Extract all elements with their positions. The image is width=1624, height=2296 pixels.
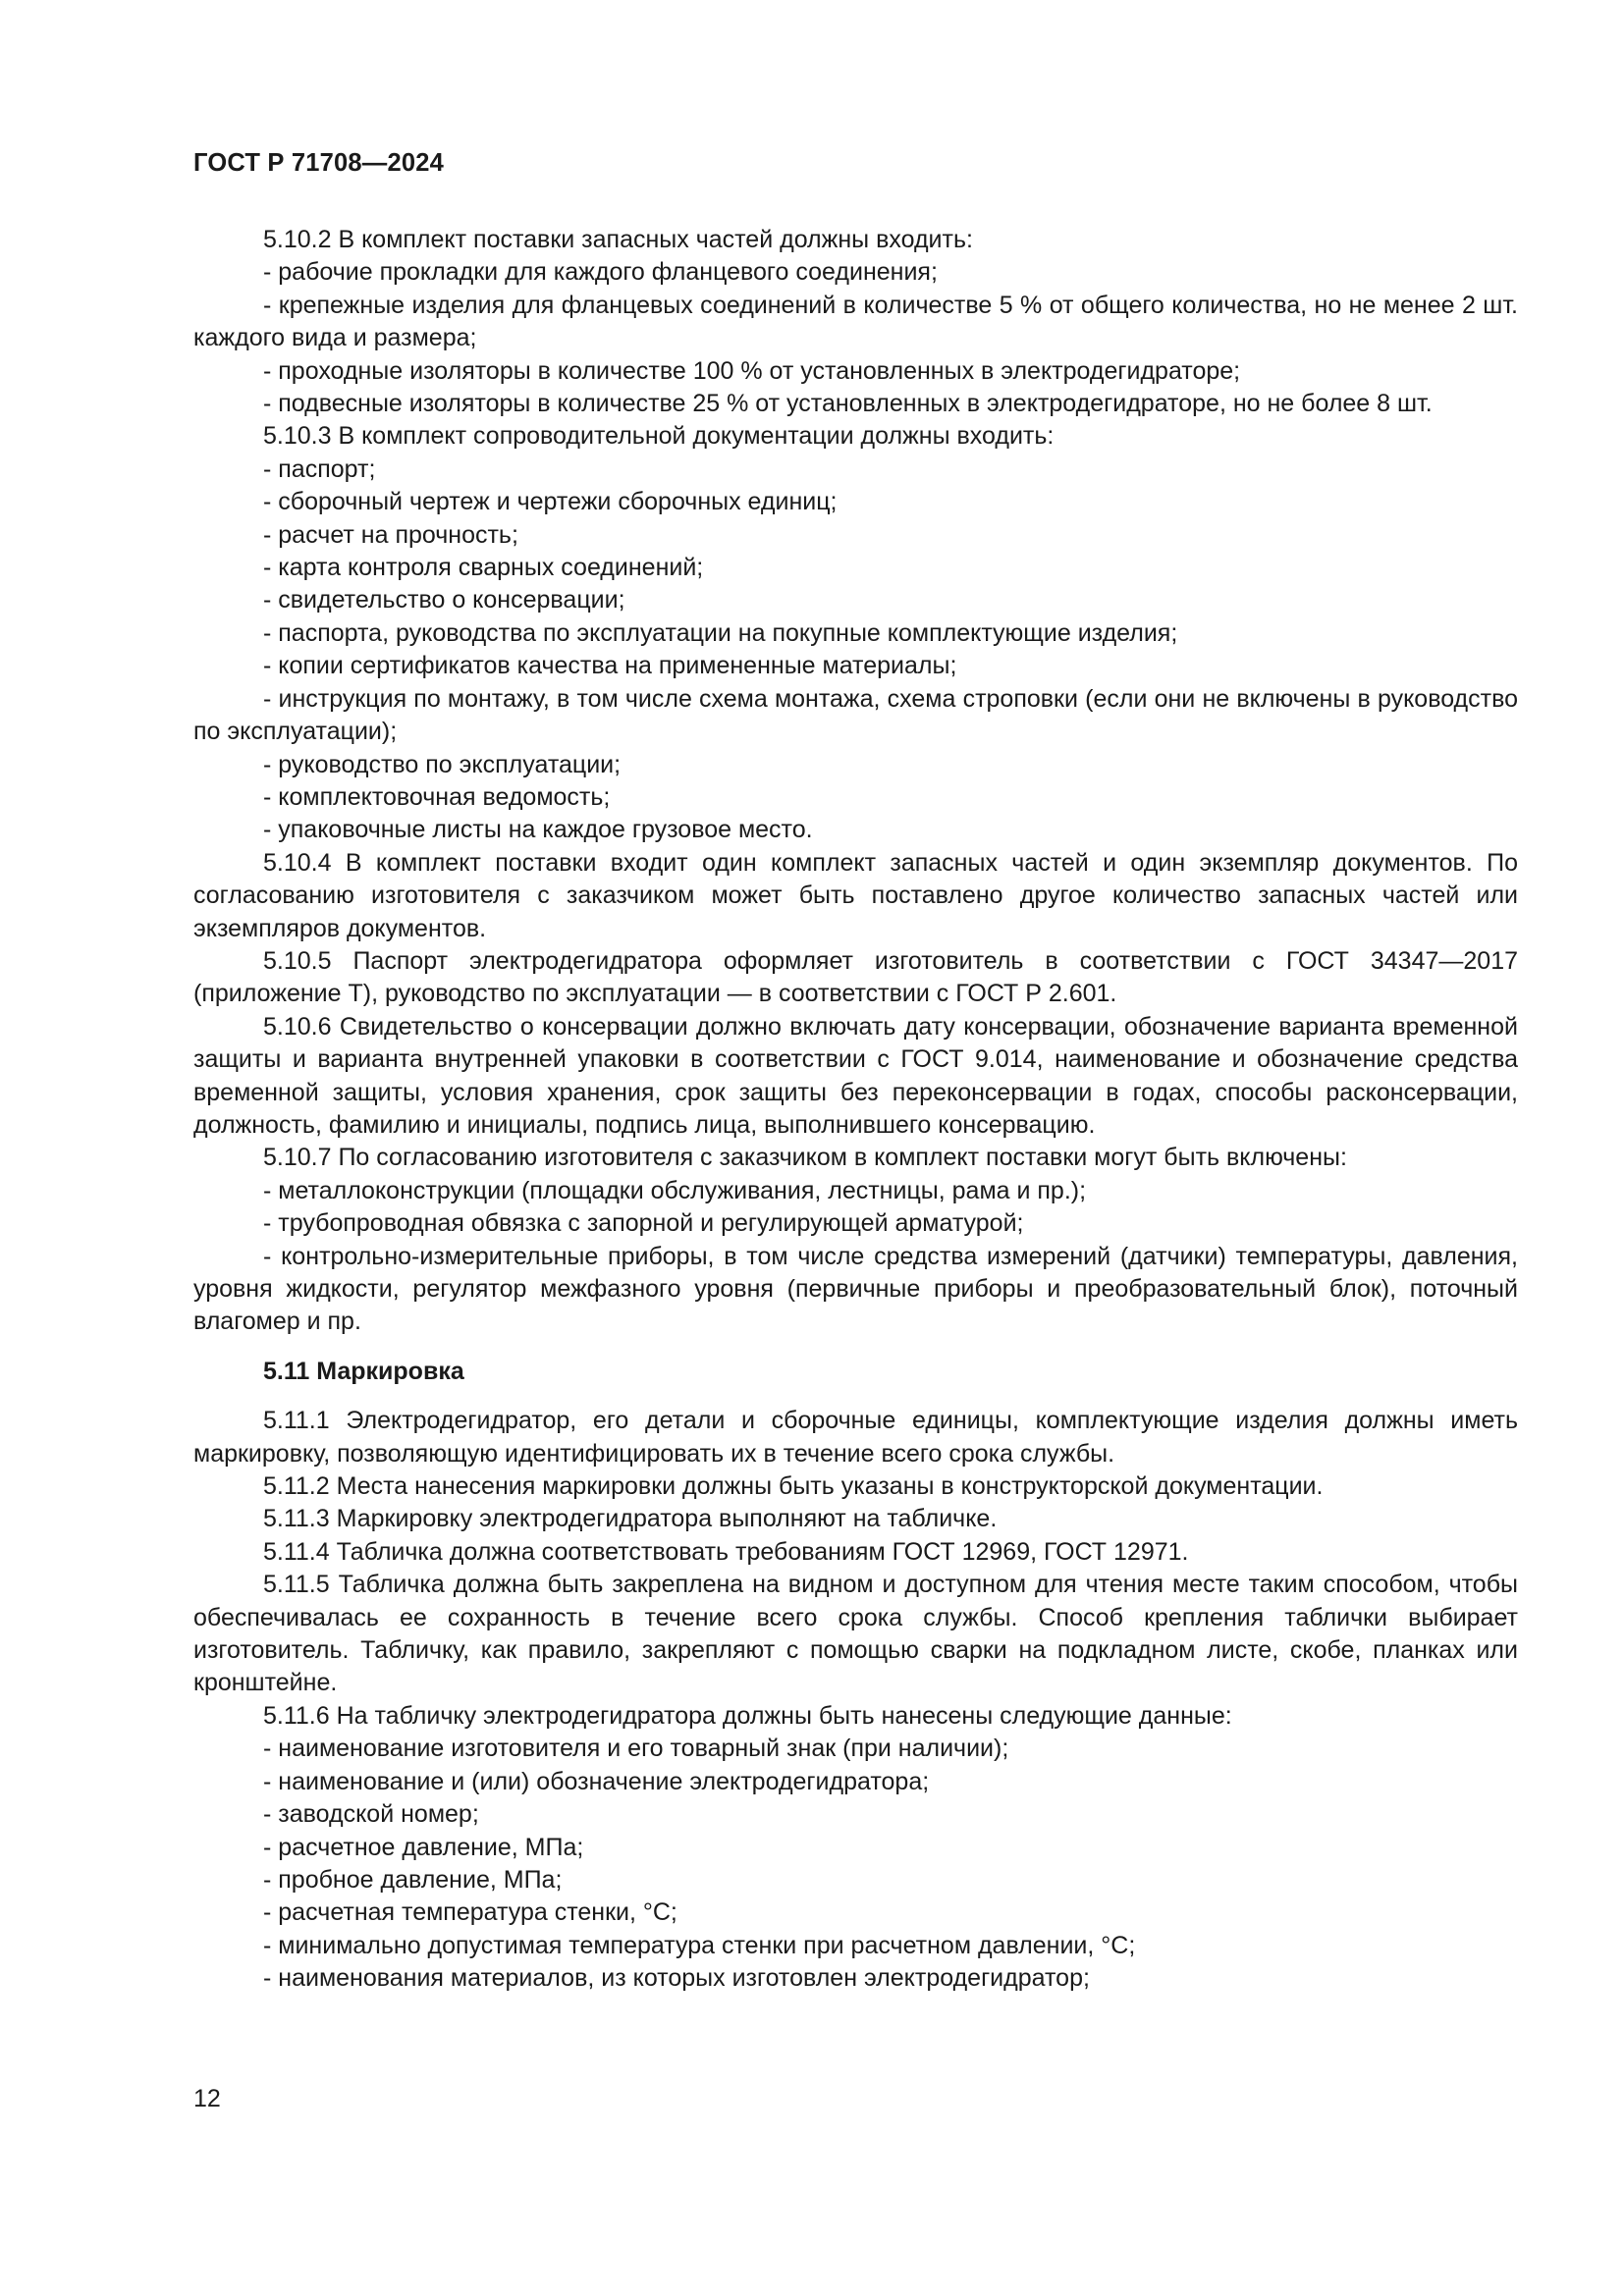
- paragraph: 5.10.4 В комплект поставки входит один комплект запасных частей и один экземпляр документов. По согласованию изготовителя с заказчиком может быть поставлено другое количество запасных частей или экземпляров документов.: [193, 848, 1518, 942]
- page-number: 12: [193, 2085, 221, 2112]
- list-item: - подвесные изоляторы в количестве 25 % от установленных в электродегидраторе, но не более 8 шт.: [263, 390, 1433, 418]
- list-item: - свидетельство о консервации;: [263, 586, 625, 614]
- list-item: - расчетное давление, МПа;: [263, 1833, 584, 1861]
- list-item: - инструкция по монтажу, в том числе схема монтажа, схема строповки (если они не включены в руководство по эксплуатации);: [193, 684, 1518, 746]
- paragraph: 5.11.3 Маркировку электродегидратора выполняют на табличке.: [263, 1505, 998, 1533]
- list-item: - расчет на прочность;: [263, 520, 518, 549]
- paragraph: 5.11.4 Табличка должна соответствовать требованиям ГОСТ 12969, ГОСТ 12971.: [263, 1537, 1189, 1566]
- paragraph: 5.11.1 Электродегидратор, его детали и сборочные единицы, комплектующие изделия должны иметь маркировку, позволяющую идентифицировать их в течение всего срока службы.: [193, 1407, 1518, 1468]
- list-item: - паспорт;: [263, 454, 376, 483]
- paragraph: 5.10.7 По согласованию изготовителя с заказчиком в комплект поставки могут быть включены:: [263, 1144, 1347, 1172]
- paragraph: 5.10.2 В комплект поставки запасных частей должны входить:: [263, 226, 973, 253]
- list-item: - руководство по эксплуатации;: [263, 750, 622, 778]
- list-item: - заводской номер;: [263, 1800, 479, 1829]
- list-item: - проходные изоляторы в количестве 100 % от установленных в электродегидраторе;: [263, 356, 1241, 385]
- list-item: - комплектовочная ведомость;: [263, 782, 611, 811]
- list-item: - паспорта, руководства по эксплуатации на покупные комплектующие изделия;: [263, 618, 1178, 647]
- list-item: - трубопроводная обвязка с запорной и регулирующей арматурой;: [263, 1209, 1024, 1238]
- document-header: ГОСТ Р 71708—2024: [193, 149, 445, 177]
- paragraph: 5.10.3 В комплект сопроводительной документации должны входить:: [263, 422, 1055, 451]
- paragraph: 5.11.6 На табличку электродегидратора должны быть нанесены следующие данные:: [263, 1701, 1232, 1730]
- list-item: - карта контроля сварных соединений;: [263, 554, 704, 582]
- list-item: - упаковочные листы на каждое грузовое место.: [263, 816, 813, 844]
- document-body: [193, 224, 1518, 1996]
- list-item: - контрольно-измерительные приборы, в том числе средства измерений (датчики) температуры, давления, уровня жидкости, регулятор межфазного уровня (первичные приборы и преобразовательный блок), поточный влагомер и пр.: [193, 1242, 1518, 1336]
- list-item: - наименования материалов, из которых изготовлен электродегидратор;: [263, 1964, 1090, 1993]
- paragraph: 5.10.6 Свидетельство о консервации должно включать дату консервации, обозначение варианта временной защиты и варианта внутренней упаковки в соответствии с ГОСТ 9.014, наименование и обозначение средства временной защиты, условия хранения, срок защиты без переконсервации в годах, способы расконсервации, должность, фамилию и инициалы, подпись лица, выполнившего консервацию.: [193, 1012, 1518, 1139]
- list-item: - сборочный чертеж и чертежи сборочных единиц;: [263, 488, 838, 516]
- list-item: - минимально допустимая температура стенки при расчетном давлении, °С;: [263, 1931, 1136, 1959]
- list-item: - пробное давление, МПа;: [263, 1865, 563, 1894]
- list-item: - расчетная температура стенки, °С;: [263, 1898, 677, 1927]
- paragraph: 5.10.5 Паспорт электродегидратора оформляет изготовитель в соответствии с ГОСТ 34347—2017 (приложение Т), руководство по эксплуатации — в соответствии с ГОСТ Р 2.601.: [193, 946, 1518, 1008]
- list-item: - копии сертификатов качества на примененные материалы;: [263, 652, 957, 680]
- list-item: - наименование изготовителя и его товарный знак (при наличии);: [263, 1735, 1009, 1763]
- list-item: - наименование и (или) обозначение электродегидратора;: [263, 1767, 930, 1795]
- list-item: - рабочие прокладки для каждого фланцевого соединения;: [263, 258, 938, 287]
- list-item: - крепежные изделия для фланцевых соединений в количестве 5 % от общего количества, но не менее 2 шт. каждого вида и размера;: [193, 291, 1518, 352]
- paragraph: 5.11.5 Табличка должна быть закреплена на видном и доступном для чтения месте таким способом, чтобы обеспечивалась ее сохранность в течение всего срока службы. Способ крепления таблички выбирает изготовитель. Табличку, как правило, закрепляют с помощью сварки на подкладном листе, скобе, планках или кронштейне.: [193, 1571, 1518, 1697]
- paragraph: 5.11.2 Места нанесения маркировки должны быть указаны в конструкторской документации.: [263, 1472, 1324, 1501]
- section-heading: 5.11 Маркировка: [263, 1357, 464, 1385]
- list-item: - металлоконструкции (площадки обслуживания, лестницы, рама и пр.);: [263, 1176, 1087, 1204]
